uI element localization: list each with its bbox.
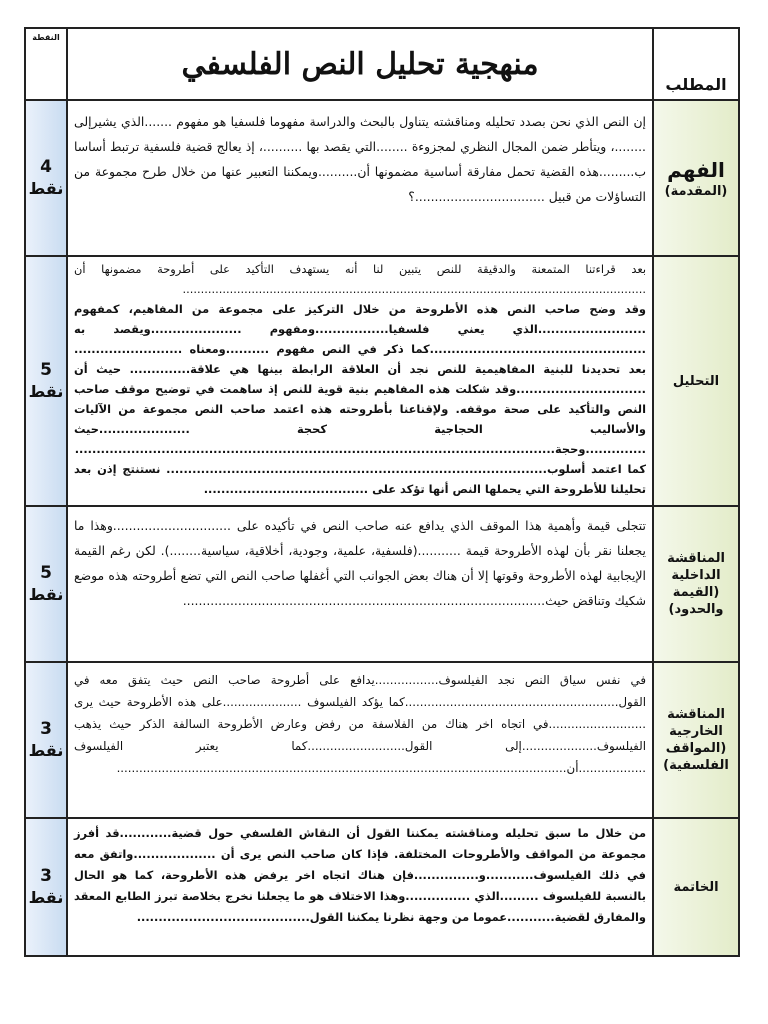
points-cell [26,101,68,255]
section-heading [670,879,721,896]
section-text: وقد وضح صاحب النص هذه الأطروحة من خلال التركيز على مجموعة من المفاهيم، كمفهوم .........................الذي يعني فلسفيا.................ومفهوم .....................ويقصد به ..................................................كما ذكر في النص مفهوم ..........ومعناه ......................... بعد تحديدنا للبنية المفاهيمية للنص نجد أن العلاقة الرابطة بينها هي علاقة.............. حيث أن ..............................وقد شكلت هذه المفاهيم بنية قوية للنص إذ ساهمت في توضيح موقف صاحب النص والتأكيد على صحة موقفه. ولإقناعنا بأطروحته هذه اعتمد صاحب النص مجموعة من الآليات والأساليب الحجاجية كحجة .....................حيث ..............وحجة............................................................................................................... كما اعتمد أسلوب........................................................................................ نستنتج إذن بعد تحليلنا للأطروحة التي يحملها النص أنها تؤكد على ...................................... [74,302,646,496]
points-cell [26,663,68,817]
section-heading-cell [652,663,738,817]
section-title: المناقشة الخارجية [667,707,725,739]
section-heading-cell [652,257,738,505]
section-heading-cell [652,101,738,255]
section-subtitle: (المواقف الفلسفية) [663,741,729,773]
section-text-cell [68,101,652,255]
section-heading [662,157,731,200]
points-cell [26,507,68,661]
points-cell [26,819,68,955]
section-text-cell [68,507,652,661]
section-heading [654,550,738,618]
score-header-label: النقطة [32,33,60,42]
section-internal-discussion [26,507,738,663]
points-unit: نقط [28,382,64,401]
points-badge [29,359,64,403]
section-analysis [26,257,738,507]
points-unit: نقط [28,179,64,198]
points-value: 3 [40,866,52,886]
section-heading [654,706,738,774]
points-unit: نقط [28,888,64,907]
points-badge [29,718,64,762]
section-heading-cell [652,507,738,661]
section-text: في نفس سياق النص نجد الفيلسوف.................يدافع على أطروحة صاحب النص حيث يتفق معه في القول.........................................................كما يؤكد الفيلسوف .....................على هذه الأطروحة حيث يرى ..........................في اتجاه اخر هناك من الفلاسفة من رفض وعارض الأطروحة السالفة الذكر حيث يذهب الفيلسوف....................إلى القول..........................كما يعتبر الفيلسوف ..................أن........................................................................................................................ [74,673,646,775]
section-title: التحليل [672,373,720,389]
methodology-table [24,27,740,957]
section-title: المناقشة الداخلية [667,551,725,583]
page-title: منهجية تحليل النص الفلسفي [181,46,539,82]
section-text: إن النص الذي نحن بصدد تحليله ومناقشته يتناول بالبحث والدراسة مفهوما فلسفيا هو مفهوم .......الذي يشيرإلى ........، ويتأطر ضمن المجال النظري لمجزوءة ........التي يقصد بها ..........، إذ يعالج قضية فلسفية ترتبط أساسا ب.........هذه القضية تحمل مفارقة أساسية مضمونها أن..........ويمكننا التعبير عنها من خلال طرح مجموعة من التساؤلات من قبيل .................................؟ [74,114,646,204]
points-badge [29,865,64,909]
title-cell [68,29,652,99]
section-title: الخاتمة [673,879,719,895]
section-subtitle: (المقدمة) [664,183,728,199]
section-text-intro: بعد قراءتنا المتمعنة والدقيقة للنص يتبين لنا أنه يستهدف التأكيد على أطروحة مضمونها أن ................................................................................................................................ [74,262,646,296]
points-unit: نقط [28,585,64,604]
points-badge [29,562,64,606]
points-badge [29,156,64,200]
section-conclusion [26,819,738,955]
column-header-cell [652,29,738,99]
section-text: من خلال ما سبق تحليله ومناقشته يمكننا القول أن النقاش الفلسفي حول قضية............قد أفرز مجموعة من المواقف والأطروحات المختلفة. فإذا كان صاحب النص يرى أن ...................واتفق معه في ذلك الفيلسوف...........و...............فإن هناك اتجاه اخر يرفض هذه الأطروحة، كما هو الحال بالنسبة للفيلسوف .........الذي ...............وهذا الاختلاف هو ما يجعلنا نخرج بخلاصة تبرز الطابع المعقد والمفارق لقضية...........عموما من وجهة نظرنا يمكننا القول........................................ [74,826,646,924]
score-header-cell [26,29,68,99]
header-row [26,29,738,101]
section-subtitle: (القيمة والحدود) [668,585,724,617]
section-understanding [26,101,738,257]
points-value: 5 [40,360,52,380]
section-text-cell [68,257,652,505]
points-value: 5 [40,563,52,583]
points-value: 4 [40,157,52,177]
section-text-cell [68,819,652,955]
section-title: الفهم [667,157,725,182]
section-heading-cell [652,819,738,955]
section-text-cell [68,663,652,817]
section-heading [670,373,722,390]
section-external-discussion [26,663,738,819]
points-value: 3 [40,719,52,739]
column-header-label: المطلب [665,75,727,94]
points-unit: نقط [28,741,64,760]
section-text: تتجلى قيمة وأهمية هذا الموقف الذي يدافع عنه صاحب النص في تأكيده على ..............................وهذا ما يجعلنا نقر بأن لهذه الأطروحة قيمة ...........(فلسفية، علمية، وجودية، أخلاقية، سياسية........). لكن رغم القيمة الإيجابية لهذه الأطروحة وقوتها إلا أن هناك بعض الجوانب التي أغفلها صاحب النص التي تضع أطروحته هذه موضع شكيك وتناقض حيث............................................................................................ [74,518,646,608]
points-cell [26,257,68,505]
